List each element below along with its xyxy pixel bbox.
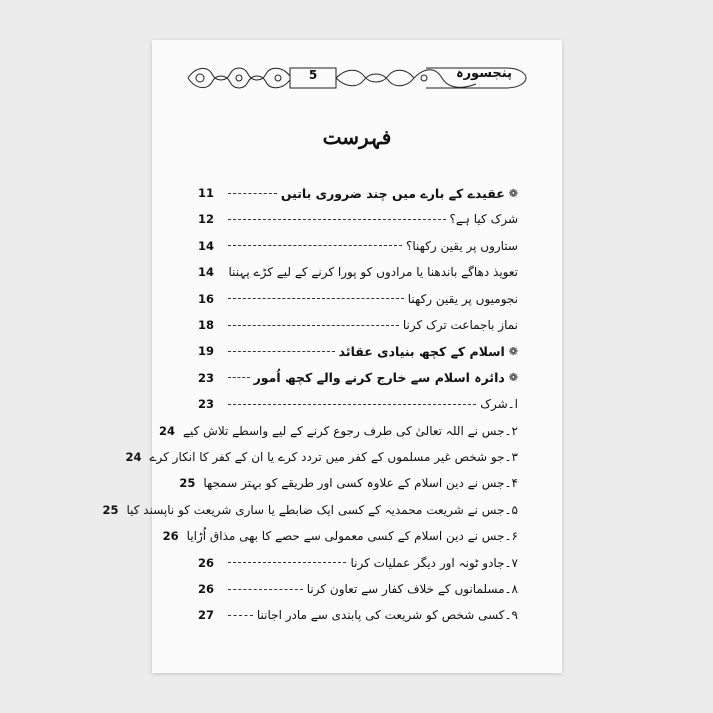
toc-entry	[198, 552, 534, 574]
book-title: پنجسورہ	[455, 66, 512, 81]
leader-dashes	[228, 404, 476, 405]
toc-entry-text: دائرہ اسلام سے خارج کرنے والے کچھ اُمور	[253, 370, 505, 386]
toc-entry-text: ۲۔جس نے اللہ تعالیٰ کی طرف رجوع کرنے کے لیے واسطے تلاش کیے	[182, 423, 518, 438]
toc-page-number: 18	[198, 318, 215, 332]
leader-dashes	[228, 351, 335, 352]
toc-entry-text: ۴۔جس نے دین اسلام کے علاوہ کسی اور طریقے کو بہتر سمجھا	[203, 476, 518, 491]
toc-page-number: 11	[198, 186, 215, 200]
toc-page-number: 23	[198, 370, 215, 385]
toc-entry-text: نماز باجماعت ترک کرنا	[402, 318, 518, 332]
toc-page-number: 25	[179, 476, 196, 491]
toc-entry	[198, 367, 518, 389]
toc-entry-text: ۵۔جس نے شریعت محمدیہ کے کسی ایک ضابطے یا ساری شریعت کو ناپسند کیا	[126, 502, 518, 517]
leader-dashes	[228, 562, 346, 563]
flower-bullet-icon: ❁	[508, 186, 518, 200]
toc-entry	[179, 472, 534, 494]
toc-entry-text: ۳۔جو شخص غیر مسلموں کے کفر میں تردد کرے یا ان کے کفر کا انکار کرے	[149, 450, 518, 464]
toc-entry	[198, 261, 526, 283]
toc-entry-text: ۶۔جس نے دین اسلام کے کسی معمولی سے حصے کا بھی مذاق اُڑایا	[186, 529, 518, 544]
toc-page-number: 26	[162, 529, 179, 544]
toc-entry	[198, 340, 518, 362]
toc-entry-text: عقیدے کے بارے میں چند ضروری باتیں	[280, 185, 505, 201]
toc-entry	[198, 578, 534, 600]
toc-entry-text: ۷۔جادو ٹونہ اور دیگر عملیات کرنا	[350, 555, 518, 570]
page-number: 5	[308, 68, 318, 82]
toc-page-number: 12	[198, 212, 215, 227]
toc-entry-text: ۹۔کسی شخص کو شریعت کی پابندی سے مادر اجاننا	[256, 608, 518, 623]
flower-bullet-icon: ❁	[508, 371, 518, 385]
toc-entry	[125, 446, 534, 468]
leader-dashes	[228, 589, 303, 590]
toc-page-number: 26	[198, 582, 215, 596]
leader-dashes	[228, 298, 404, 299]
toc-entry	[162, 525, 534, 547]
toc-entry	[198, 288, 526, 310]
leader-dashes	[228, 615, 253, 616]
toc-entry	[198, 393, 540, 415]
toc-page-number: 19	[198, 344, 215, 359]
toc-entry-text: ا۔شرک	[480, 397, 518, 412]
toc-page-number: 14	[198, 238, 215, 253]
toc-entry	[198, 235, 526, 257]
leader-dashes	[228, 245, 402, 246]
leader-dashes	[228, 219, 446, 220]
toc-entry-text: ستاروں پر یقین رکھنا؟	[406, 238, 518, 253]
toc-entry	[198, 314, 526, 336]
toc-entry	[102, 499, 534, 521]
toc-entry-text: شرک کیا ہے؟	[449, 212, 518, 227]
toc-entry	[198, 208, 526, 230]
toc-entry-text: نجومیوں پر یقین رکھنا	[407, 291, 518, 306]
leader-dashes	[228, 377, 250, 378]
toc-entry	[198, 182, 518, 204]
toc-heading: فہرست	[322, 125, 392, 149]
toc-entry-text: ۸۔مسلمانوں کے خلاف کفار سے تعاون کرنا	[306, 582, 518, 596]
book-page	[102, 40, 562, 673]
toc-entry-text: تعویذ دھاگے باندھنا یا مرادوں کو پورا کرنے کے لیے کڑے پہننا	[228, 265, 518, 280]
leader-dashes	[228, 193, 277, 194]
page-header	[186, 64, 528, 92]
toc-entry-text: اسلام کے کچھ بنیادی عقائد	[338, 343, 505, 359]
toc-page-number: 26	[198, 555, 215, 570]
flower-bullet-icon: ❁	[508, 344, 518, 358]
toc-page-number: 16	[198, 291, 215, 306]
toc-page-number: 24	[125, 450, 142, 464]
toc-page-number: 25	[102, 502, 119, 517]
toc-entry	[158, 420, 534, 442]
toc-page-number: 14	[198, 265, 215, 280]
leader-dashes	[228, 325, 399, 326]
toc-page-number: 23	[198, 397, 215, 412]
toc-entry	[198, 604, 534, 626]
toc-page-number: 27	[198, 608, 215, 623]
toc-page-number: 24	[158, 423, 175, 438]
